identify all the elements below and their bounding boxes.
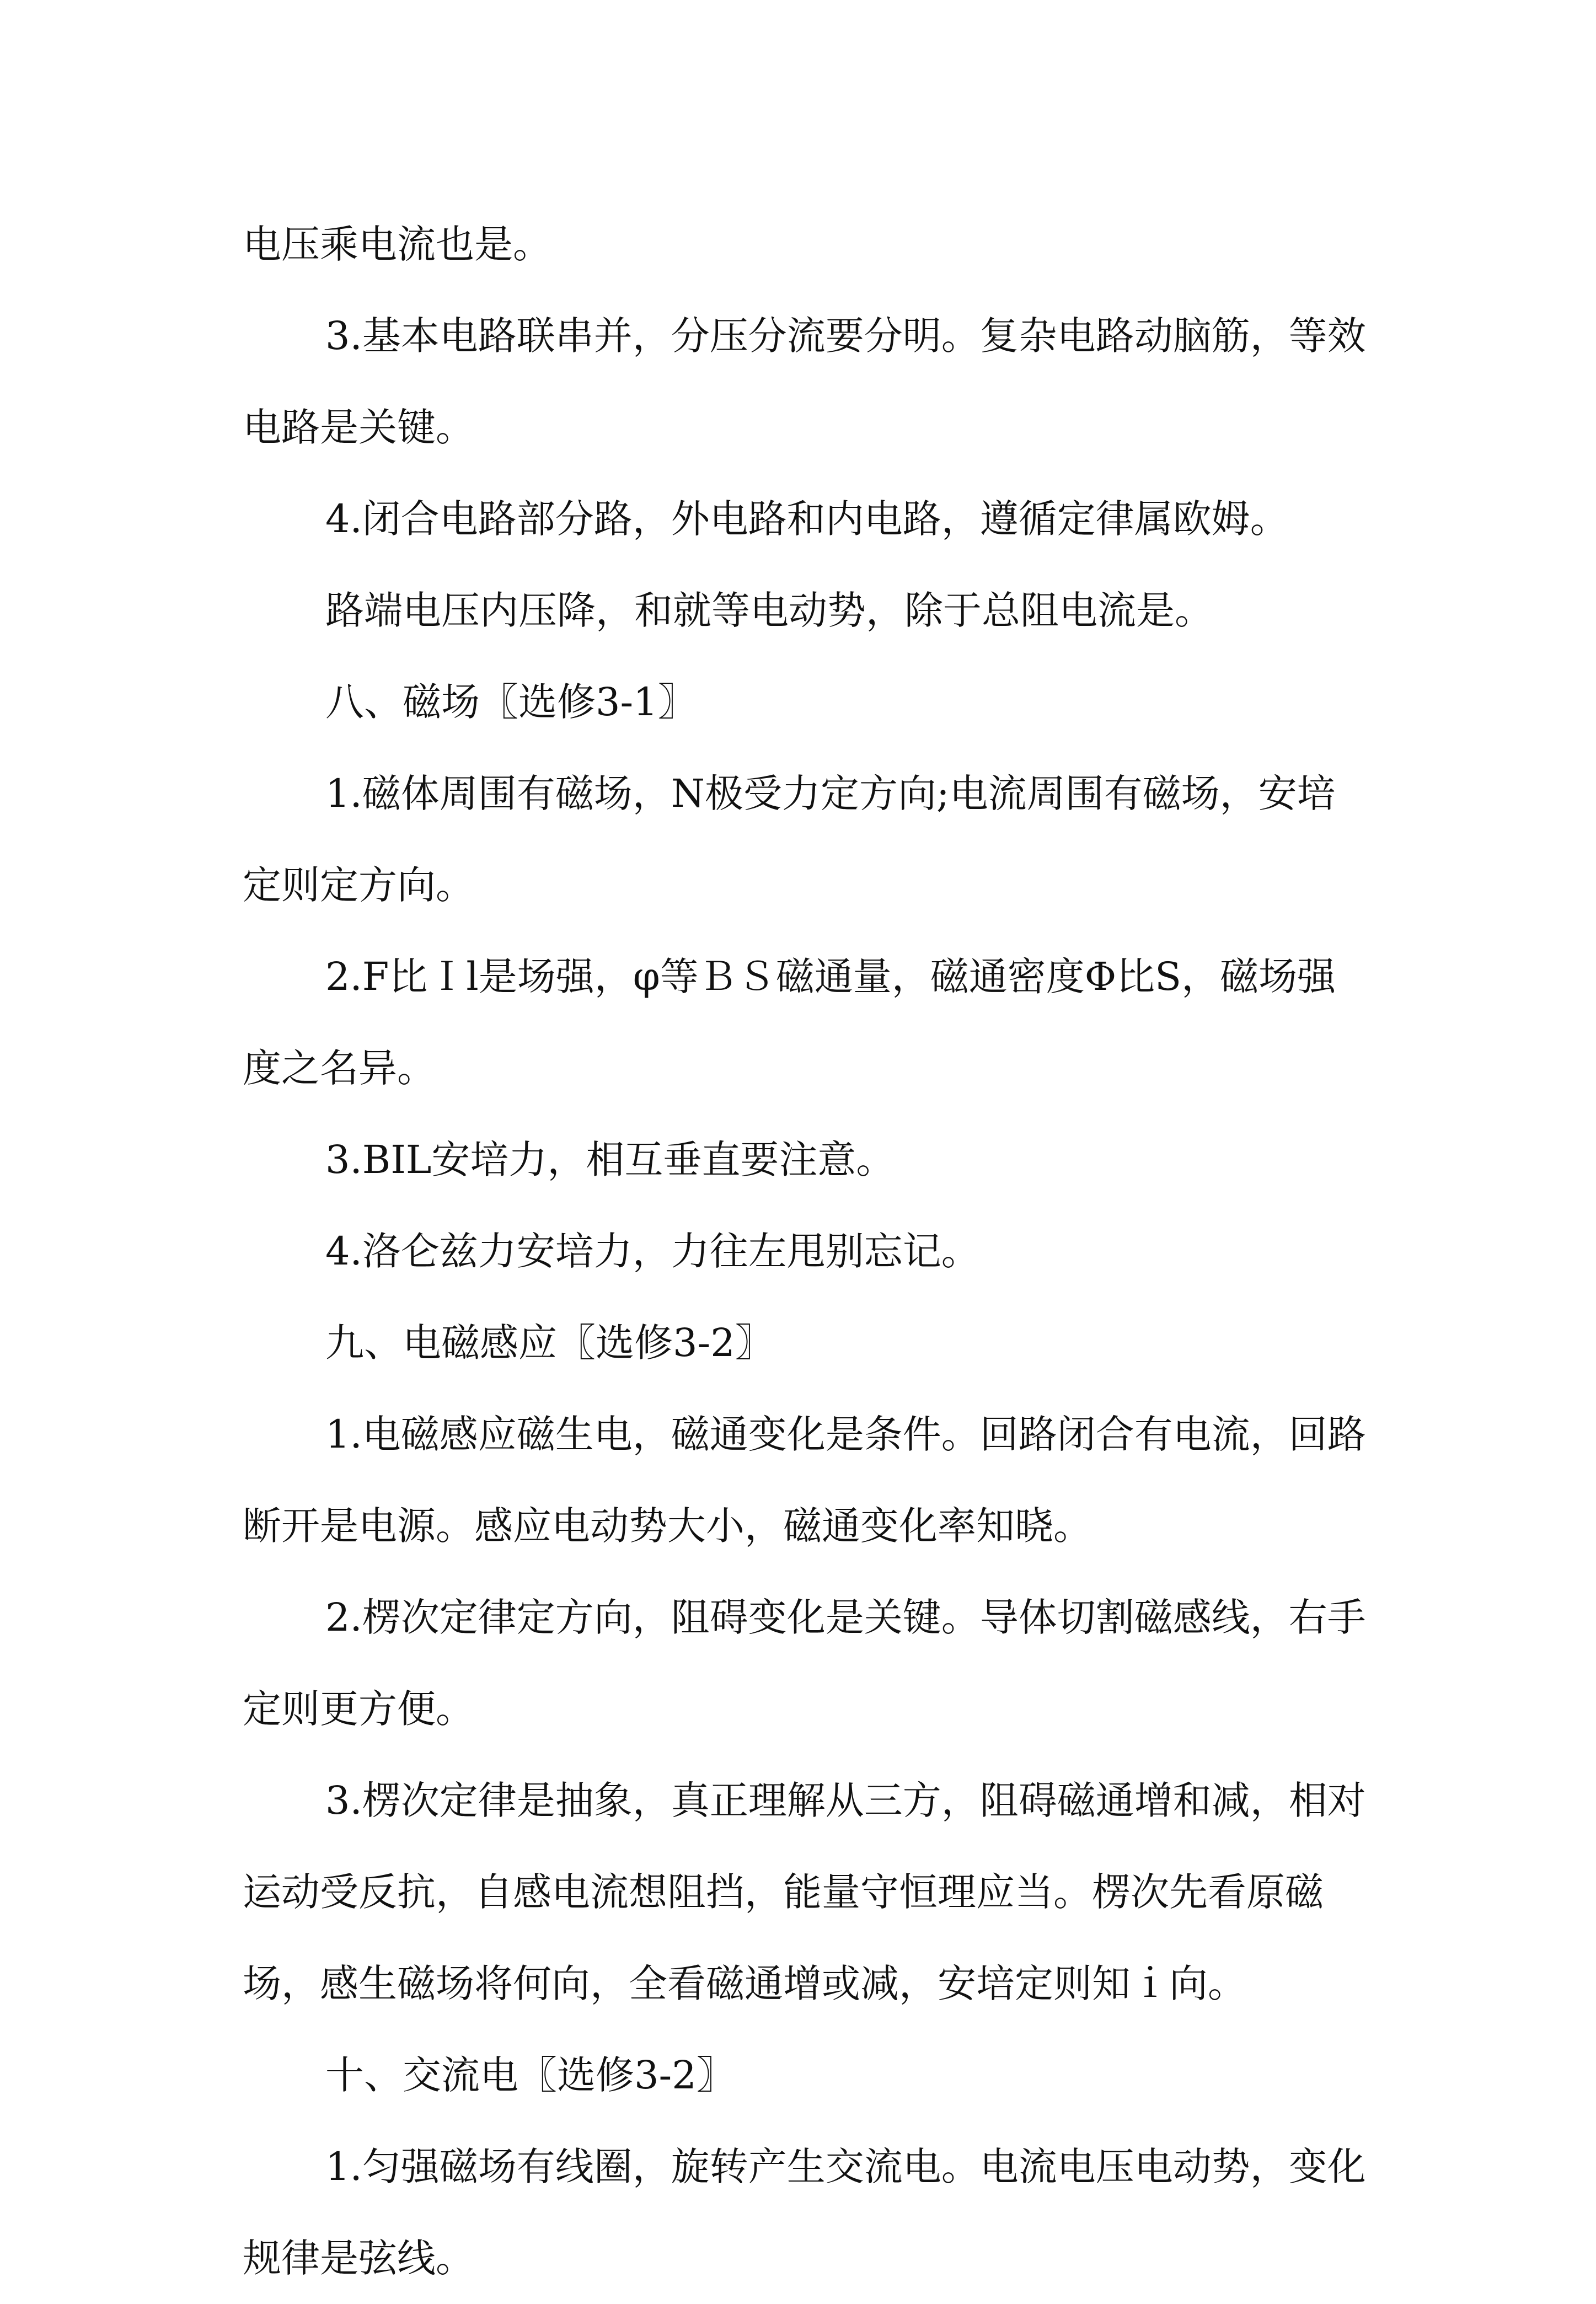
section-heading: 十、交流电〖选修3-2〗: [325, 2053, 735, 2098]
paragraph: 1.匀强磁场有线圈，旋转产生交流电。电流电压电动势，变化规律是弦线。: [243, 2144, 1366, 2281]
paragraph: 电压乘电流也是。: [243, 222, 551, 267]
paragraph: 3.BIL安培力，相互垂直要注意。: [325, 1137, 895, 1182]
paragraph: 3.楞次定律是抽象，真正理解从三方，阻碍磁通增和减，相对运动受反抗，自感电流想阻挡，能量守恒理应当。楞次先看原磁场，感生磁场将何向，全看磁通增或减，安培定则知ｉ向。: [243, 1778, 1366, 2006]
paragraph: 2.F比Ｉl是场强，φ等ＢＳ磁通量，磁通密度Φ比S，磁场强度之名异。: [243, 954, 1336, 1091]
paragraph: 4.闭合电路部分路，外电路和内电路，遵循定律属欧姆。: [325, 496, 1289, 542]
paragraph: 1.电磁感应磁生电，磁通变化是条件。回路闭合有电流，回路断开是电源。感应电动势大小，磁通变化率知晓。: [243, 1412, 1366, 1548]
section-heading: 八、磁场〖选修3-1〗: [325, 679, 697, 725]
paragraph: 4.洛仑兹力安培力，力往左甩别忘记。: [325, 1229, 980, 1274]
document-body: [243, 199, 1368, 2304]
paragraph: 3.基本电路联串并，分压分流要分明。复杂电路动脑筋，等效电路是关键。: [243, 313, 1366, 450]
paragraph: 2.楞次定律定方向，阻碍变化是关键。导体切割磁感线，右手定则更方便。: [243, 1595, 1366, 1732]
section-heading: 九、电磁感应〖选修3-2〗: [325, 1320, 774, 1365]
paragraph: 1.磁体周围有磁场，N极受力定方向;电流周围有磁场，安培定则定方向。: [243, 771, 1336, 908]
paragraph: 路端电压内压降，和就等电动势，除于总阻电流是。: [325, 588, 1213, 633]
